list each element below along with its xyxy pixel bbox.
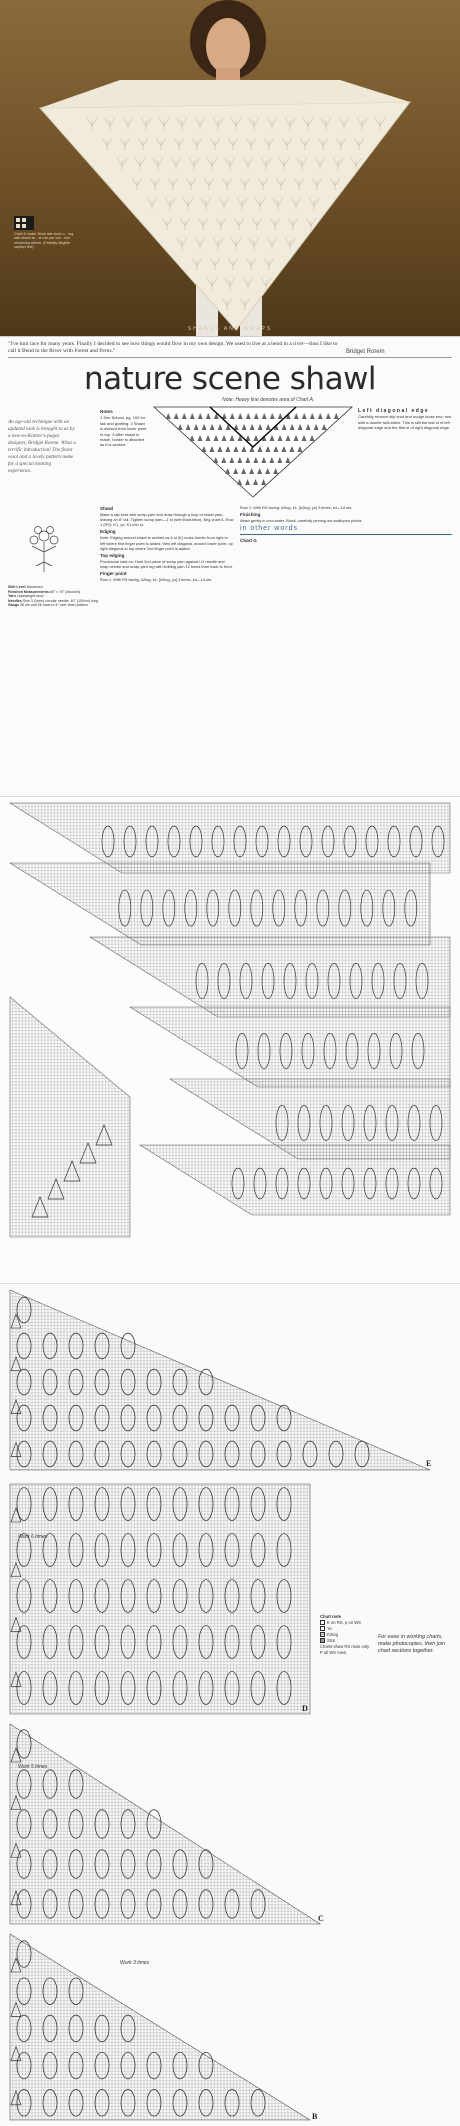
spec-label: Skill Level (8, 585, 27, 589)
chart-grid (10, 1724, 320, 1924)
shawl-photo (0, 0, 460, 336)
intro-text: An age-old technique with an updated look is brought to us by a new-to-Knitter's-pages designer, Bridget Rorem. What a terrific introduction! The finest wool and a lovely pattern make for a special knitting experience. (8, 419, 76, 474)
chart-grid (10, 1934, 310, 2120)
chart-g-label: Chart G (240, 538, 257, 544)
chart-e-label: E (426, 1459, 432, 1468)
top-edging-heading: Top edging (100, 552, 125, 558)
legend-swatch (320, 1620, 325, 1625)
photo-caption: Chart 6 make: Work last chart o... ing with shawl at... st rule per cut... into remaining sleeve. (Partially illegible caption text) (14, 232, 74, 250)
fern-illustration (16, 522, 72, 574)
chart-c-label: C (318, 1914, 324, 1923)
legend-title: Chart note (320, 1614, 341, 1619)
in-other-words-rule (240, 534, 452, 535)
shawl-schematic (150, 403, 356, 501)
ease-note: For ease in working charts, make photocopies, then join chart sections together. (378, 1634, 446, 1654)
top-edging-text: Provisional cast-on: Hold 2nd piece of scrap yarn against LH needle and wrap needle and scrap yarn tog with knitting yarn 12 times from back to front. (100, 558, 233, 569)
chart-band (90, 937, 450, 1017)
legend-text: Yo (327, 1626, 332, 1631)
in-other-words-heading: in other words (240, 525, 298, 533)
finger-point-heading: Finger point (100, 571, 127, 577)
spec-value: Size 3 (3mm) circular needle, 40" (100cm) long (22, 598, 98, 603)
work-times-label: Work 3 times (120, 1960, 150, 1966)
spec-value: 80" x 70" (blocked) (49, 589, 81, 594)
legend-swatch (320, 1638, 325, 1643)
finishing-heading: Finishing (240, 512, 261, 518)
designer-quote: "I've knit lace for many years. Finally I decided to see how things would flow in my own design. We used to live at a bend in a river—thus I like to call it Bend in the River with Forest and Ferns." (8, 341, 338, 354)
left-diagonal-heading: Left diagonal edge (358, 408, 430, 414)
notes-heading: Notes (100, 409, 113, 414)
model-shawl-illustration (0, 0, 460, 336)
chart-b-label: B (312, 2112, 318, 2121)
chart-page-2 (0, 1283, 460, 2126)
spec-label: Needles (8, 598, 23, 603)
legend-swatch (320, 1626, 325, 1631)
chart-grid (10, 1290, 430, 1470)
work-times-label: Work 6 times (18, 1534, 48, 1540)
pattern-page (0, 336, 460, 796)
diagram-note: Note: Heavy line denotes area of Chart A. (222, 397, 315, 403)
chart-page-1 (0, 796, 460, 1282)
filler-text: Row 1: With RS facing, k2tog, k1, [k2tog, yo] 3 times, k4—14 sts. (240, 505, 353, 510)
chart-legend (320, 1614, 370, 1656)
finishing-text: Wash gently in cool water. Block, carefully pinning out scalloped points. (240, 518, 363, 524)
shawl-text: Make a slip knot with scrap yarn and draw through a loop of shawl yarn, leaving an 8" tail. Tighten scrap yarn—1 st (see illustration). Beg chart A: Row 1 (RS): K1, yo, K1 into st. (100, 512, 234, 528)
legend-text: K on RS, p on WS (327, 1620, 361, 1625)
spec-label: Gauge (8, 603, 21, 608)
instructions-right (240, 505, 452, 544)
legend-note: Charts show RS rows only. P all WS rows. (320, 1644, 370, 1655)
designer-name: Bridget Rorem (346, 349, 385, 355)
spec-value: 26 sts and 26 rows to 4" over chart pattern (20, 603, 88, 608)
spec-label: Finished Measurements (8, 589, 50, 594)
spec-label: Yarn (8, 594, 17, 599)
chart-band (10, 863, 430, 945)
notes-text: 1 See School, pg. 100 for ssk and grafting. 2 Shawl is worked from lower point to top. 3 After shawl is made, border is attached as it is worked. (100, 415, 147, 448)
notes-column (100, 409, 148, 448)
legend-text: SSK (327, 1638, 336, 1643)
legend-text: K2tog (327, 1632, 338, 1637)
chart-diagonals (0, 797, 460, 1283)
spec-item (8, 603, 98, 608)
chart-corner (10, 997, 130, 1237)
shawl-heading: Shawl (100, 506, 114, 511)
chart-d-label: D (302, 1704, 308, 1713)
instructions-left (100, 505, 234, 584)
edging-text: Note: Edging around shawl is worked as 6 st (K) cross-border from right to left where first finger point is added, then left diagonal, around lower point, up right diagonal to top where 2nd finger point is added. (100, 535, 233, 551)
chart-band (140, 1145, 450, 1215)
pattern-title: nature scene shawl (84, 361, 377, 397)
edging-heading: Edging (100, 529, 116, 535)
work-times-label: Work 5 times (18, 1764, 48, 1770)
left-diagonal-text: Carefully remove slip knot and nudge loose end; row with a double twill-stitch. This is still the last st of left diagonal edge and the first st of right diagonal edge. (358, 414, 452, 431)
legend-swatch (320, 1632, 325, 1637)
legend-items (320, 1620, 370, 1644)
chart-icon (14, 216, 34, 230)
chart-grids (0, 1284, 460, 2126)
spec-value: Advanced (26, 585, 43, 589)
specs-list (8, 585, 98, 608)
right-column (358, 409, 452, 431)
finger-point-text: Row 1: With RS facing, k2tog, k1, [k2tog, yo] 3 times, k4—14 sts. (100, 577, 213, 583)
photo-footer: SHAWLS AND WRAPS (187, 326, 273, 332)
chart-band (10, 803, 450, 873)
spec-value: Laceweight wool (16, 594, 44, 599)
header-rule (8, 357, 452, 358)
